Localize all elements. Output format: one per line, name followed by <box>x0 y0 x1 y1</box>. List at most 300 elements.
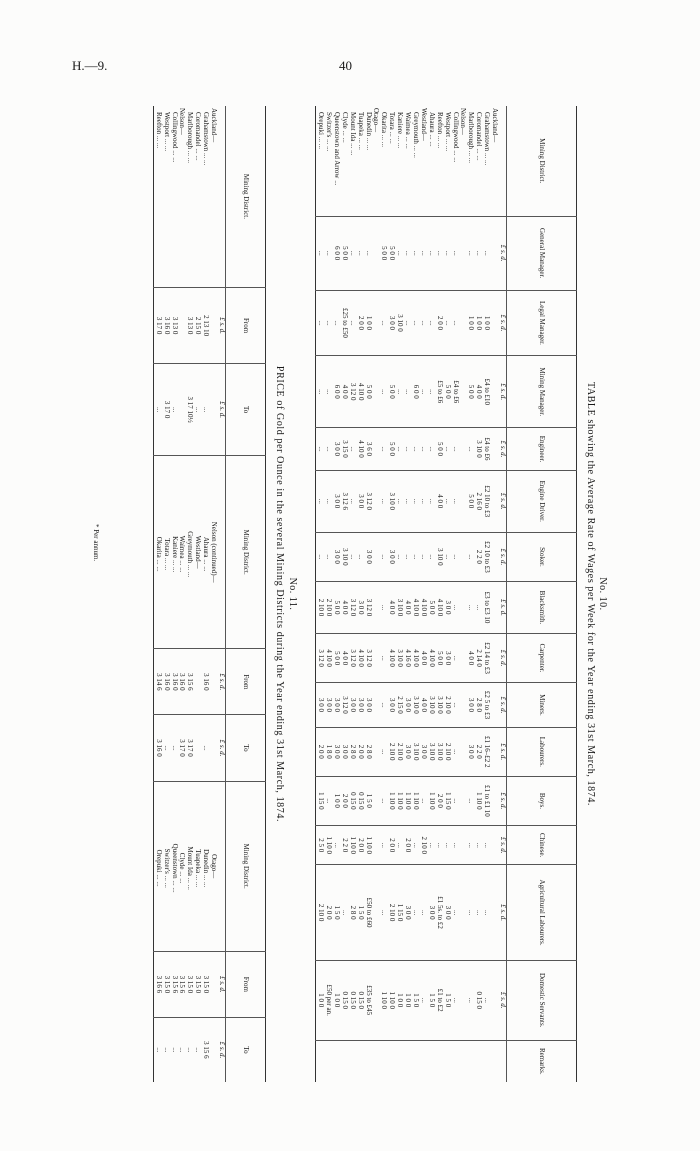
table-cell: ... <box>443 532 451 581</box>
table-cell: £4 to £6 <box>451 356 459 428</box>
table10-unit-cell: £ s. d. <box>498 776 506 825</box>
table-cell: ... <box>451 582 459 634</box>
table-cell: ... <box>403 290 411 356</box>
table-cell: 4 10 0 <box>411 633 419 682</box>
table-cell: 6 0 0 <box>411 356 419 428</box>
table-cell: ... <box>403 216 411 290</box>
table-cell: ... <box>324 428 332 470</box>
table-cell: 3 15 6 <box>185 649 193 715</box>
table-cell: 3 0 0 <box>466 683 474 728</box>
table-cell: Auckland— <box>491 108 500 143</box>
table-cell: Waimea ... ... <box>178 456 186 649</box>
table-cell: ... <box>340 865 348 960</box>
table10-unit-cell: £ s. d. <box>498 960 506 1040</box>
table-cell <box>372 216 380 290</box>
table-cell <box>490 290 498 356</box>
table-cell: 2 14 0 <box>474 633 482 682</box>
table-cell: 2 10 0 <box>443 727 451 776</box>
table-cell: Collingwood ... ... <box>170 112 179 163</box>
table-cell: 5 0 0 <box>466 470 474 532</box>
table-cell <box>443 1040 451 1082</box>
table-cell: 2 10 0 <box>316 865 324 960</box>
table-cell: £50 per an. <box>324 960 332 1040</box>
table-cell: 3 0 0 <box>427 865 435 960</box>
table-cell: ... <box>348 470 356 532</box>
table-cell: 4 0 0 <box>387 582 395 634</box>
table-cell: ... <box>201 364 209 456</box>
table-cell: 3 0 0 <box>332 428 340 470</box>
table-cell: 3 12 0 <box>316 633 324 682</box>
table-cell <box>372 428 380 470</box>
table-cell: ... <box>451 826 459 865</box>
table-cell: 2 0 0 <box>356 727 364 776</box>
table-cell: Westport ... ... <box>443 112 452 152</box>
table-cell <box>372 960 380 1040</box>
table11-col-header: To <box>226 1017 266 1082</box>
table-cell: Totara ... ... <box>388 112 397 144</box>
table-cell: 3 0 0 <box>387 290 395 356</box>
table-cell: 5 0 0 <box>443 356 451 428</box>
table-cell <box>372 532 380 581</box>
table-cell: 2 10 0 <box>443 683 451 728</box>
table-cell: ... <box>348 532 356 581</box>
table11-unit-cell: £ s. d. <box>217 287 225 363</box>
table-cell: 1 10 0 <box>380 960 388 1040</box>
table10-col-header: Labourers. <box>507 727 577 776</box>
table-cell: 2 5 0 <box>316 826 324 865</box>
table10-col-header: Mining Manager. <box>507 356 577 428</box>
table-cell: £2 10 to £3 <box>482 470 490 532</box>
table-row <box>170 106 178 1082</box>
table-cell <box>466 1040 474 1082</box>
table-row <box>324 106 332 1082</box>
table-cell <box>324 1040 332 1082</box>
table-cell: ... <box>451 683 459 728</box>
table-cell <box>372 776 380 825</box>
table-cell: 3 0 0 <box>348 683 356 728</box>
table-cell: Tuapeka ... ... <box>356 112 365 150</box>
table-cell <box>490 727 498 776</box>
table10-col-header: Legal Manager. <box>507 290 577 356</box>
table10-units-row <box>498 106 506 1082</box>
table11-unit-cell <box>217 781 225 951</box>
table-cell <box>490 470 498 532</box>
table-cell: 4 0 0 <box>419 633 427 682</box>
table-cell: ... <box>419 216 427 290</box>
table-cell: 3 10 0 <box>395 582 403 634</box>
table-cell <box>459 532 467 581</box>
table-cell: 3 15 6 <box>178 951 186 1017</box>
table-cell: 2 0 0 <box>356 826 364 865</box>
table-cell <box>451 1040 459 1082</box>
table-cell: ... <box>443 826 451 865</box>
table10-title: TABLE showing the Average Rate of Wages per Week for the Year ending 31st March, 1874. <box>585 381 596 807</box>
table-cell: 4 10 0 <box>356 356 364 428</box>
table11-col-header: From <box>226 649 266 715</box>
table-cell: ... <box>411 290 419 356</box>
table-cell: Reefton ... ... <box>435 112 444 149</box>
table-row <box>162 106 170 1082</box>
table-cell: ... <box>170 1017 178 1082</box>
table-cell <box>427 1040 435 1082</box>
table-cell <box>459 470 467 532</box>
table-cell: 1 10 0 <box>427 776 435 825</box>
table-cell: 0 15 0 <box>348 960 356 1040</box>
table-cell: ... <box>427 290 435 356</box>
table-row <box>482 106 490 1082</box>
table-cell <box>474 1040 482 1082</box>
table-cell: ... <box>443 428 451 470</box>
table-cell: Grahamstown ... ... <box>202 112 211 166</box>
table-cell <box>178 364 186 456</box>
table-cell: 3 6 0 <box>364 428 372 470</box>
table-cell <box>372 683 380 728</box>
table-row <box>153 106 161 1082</box>
table-cell: 4 10 0 <box>427 633 435 682</box>
table-cell: ... <box>411 865 419 960</box>
table-cell: 3 10 0 <box>387 470 395 532</box>
table-cell: ... <box>419 532 427 581</box>
table-cell: ... <box>395 216 403 290</box>
table-cell: ... <box>316 470 324 532</box>
table11-unit-cell: £ s. d. <box>217 951 225 1017</box>
table-cell: 3 10 0 <box>411 727 419 776</box>
table-cell: ... <box>348 216 356 290</box>
gold-price-table-header <box>226 106 266 1082</box>
table-cell: ... <box>395 532 403 581</box>
table-cell: 3 0 0 <box>443 865 451 960</box>
table-cell: 3 17 0 <box>185 715 193 781</box>
table-cell <box>372 290 380 356</box>
table-cell <box>395 1040 403 1082</box>
table-cell: ... <box>419 960 427 1040</box>
table-cell: ... <box>193 364 201 456</box>
table-cell: 3 0 0 <box>403 865 411 960</box>
table-cell: ... <box>348 290 356 356</box>
table-cell: 3 0 0 <box>364 683 372 728</box>
table-cell: 2 15 0 <box>193 287 201 363</box>
table-cell: ... <box>482 865 490 960</box>
table-cell: 3 15 6 <box>170 951 178 1017</box>
table-cell: Coromandel ... ... <box>475 112 484 161</box>
table11-unit-cell: £ s. d. <box>217 649 225 715</box>
table-cell: ... <box>348 428 356 470</box>
table-cell: 3 17 0 <box>153 287 161 363</box>
table-cell: 3 17 10½ <box>185 364 193 456</box>
table-cell: ... <box>162 715 170 781</box>
table10-unit-cell: £ s. d. <box>498 216 506 290</box>
table-cell: ... <box>443 216 451 290</box>
table-cell: 1 5 0 <box>356 865 364 960</box>
table-cell <box>193 649 201 715</box>
table-cell: 2 2 0 <box>474 727 482 776</box>
table-cell: ... <box>356 532 364 581</box>
table-cell: 1 0 0 <box>482 290 490 356</box>
table-cell: ... <box>324 776 332 825</box>
table-row <box>411 106 419 1082</box>
table-cell: 3 12 0 <box>348 633 356 682</box>
table-cell: Marlborough ... ... <box>467 112 476 163</box>
table-cell: 3 10 0 <box>340 532 348 581</box>
table10-col-header: Chinese. <box>507 826 577 865</box>
table-cell: 2 10 0 <box>419 826 427 865</box>
table-cell <box>459 960 467 1040</box>
table-cell: ... <box>201 715 209 781</box>
table-cell: ... <box>451 633 459 682</box>
table-cell <box>490 216 498 290</box>
table-cell: ... <box>356 216 364 290</box>
table-row <box>340 106 348 1082</box>
wages-table-header <box>507 106 577 1082</box>
table-cell: 0 15 0 <box>356 776 364 825</box>
table-row <box>419 106 427 1082</box>
table10-unit-cell: £ s. d. <box>498 633 506 682</box>
table10-unit-cell: £ s. d. <box>498 356 506 428</box>
table-cell: ... <box>419 290 427 356</box>
table-cell: ... <box>380 865 388 960</box>
table-cell: Switzer's ... ... <box>325 112 334 152</box>
table-cell: ... <box>451 428 459 470</box>
table-row <box>443 106 451 1082</box>
table-cell: 2 0 0 <box>340 776 348 825</box>
table-cell: ... <box>466 216 474 290</box>
table-cell: 3 0 0 <box>324 683 332 728</box>
table-cell: ... <box>395 356 403 428</box>
table-cell: Totara ... ... <box>162 456 170 649</box>
table-cell: ... <box>427 826 435 865</box>
table-cell: Coromandel ... ... <box>194 112 203 161</box>
table11-col-header: Mining District. <box>226 456 266 649</box>
table-row <box>185 106 193 1082</box>
table-cell: ... <box>411 470 419 532</box>
table-cell <box>209 649 217 715</box>
table10-col-header: Boys. <box>507 776 577 825</box>
table-cell: 0 15 0 <box>340 960 348 1040</box>
table-cell: 4 0 0 <box>466 633 474 682</box>
table-row <box>364 106 372 1082</box>
table11-unit-cell: £ s. d. <box>217 715 225 781</box>
table-cell <box>490 428 498 470</box>
table-cell: ... <box>324 290 332 356</box>
table-cell: 3 10 0 <box>395 290 403 356</box>
table-cell <box>209 951 217 1017</box>
table-cell: 2 0 0 <box>324 865 332 960</box>
table-cell: 1 0 0 <box>466 290 474 356</box>
table-cell <box>490 633 498 682</box>
table10-unit-cell: £ s. d. <box>498 727 506 776</box>
table-cell: ... <box>170 364 178 456</box>
table-cell: 2 10 0 <box>324 582 332 634</box>
table-cell: Marlborough ... ... <box>186 112 195 163</box>
table-cell: 3 16 0 <box>170 649 178 715</box>
table-cell: Nelson— <box>178 108 187 135</box>
table-cell: 3 0 0 <box>316 683 324 728</box>
table-cell <box>490 826 498 865</box>
table-cell: 1 0 0 <box>403 960 411 1040</box>
table-cell: 1 5 0 <box>364 776 372 825</box>
table10-col-header: Mining District. <box>507 106 577 216</box>
table-row <box>466 106 474 1082</box>
table11-col-header: To <box>226 364 266 456</box>
table10-col-header: Agricultural Labourers. <box>507 865 577 960</box>
table-cell: ... <box>153 364 161 456</box>
table-cell: 5 0 0 <box>435 428 443 470</box>
table-cell <box>490 865 498 960</box>
table-cell: Otago— <box>372 108 381 133</box>
table-cell: ... <box>443 290 451 356</box>
table-cell: 3 0 0 <box>340 727 348 776</box>
table10-unit-cell: £ s. d. <box>498 428 506 470</box>
footnote: * Per annum. <box>92 524 100 562</box>
table-cell: 3 12 6 <box>340 470 348 532</box>
table-cell: 1 5 0 <box>411 960 419 1040</box>
table-cell <box>459 1040 467 1082</box>
table-cell <box>411 1040 419 1082</box>
table-cell: 3 0 0 <box>332 470 340 532</box>
table-cell: ... <box>193 1017 201 1082</box>
table-cell <box>459 727 467 776</box>
table-cell: ... <box>380 356 388 428</box>
table-cell: ... <box>419 356 427 428</box>
table-cell: 5 0 0 <box>387 216 395 290</box>
table10-col-header: Remarks. <box>507 1040 577 1082</box>
table-cell: Waimea ... ... <box>404 112 413 149</box>
table-cell: ... <box>474 582 482 634</box>
table-cell: 3 13 0 <box>170 287 178 363</box>
table-cell: ... <box>466 865 474 960</box>
table-cell: ... <box>403 428 411 470</box>
table-cell <box>459 865 467 960</box>
table-cell: ... <box>178 1017 186 1082</box>
table-cell: ... <box>153 1017 161 1082</box>
table-cell <box>490 776 498 825</box>
table-cell: 3 0 0 <box>332 727 340 776</box>
table-cell: ... <box>380 532 388 581</box>
table-cell <box>178 287 186 363</box>
table-cell <box>459 428 467 470</box>
table10-unit-cell: £ s. d. <box>498 470 506 532</box>
table-row <box>451 106 459 1082</box>
table10-unit-cell <box>498 106 506 216</box>
table-cell <box>316 1040 324 1082</box>
table-cell: ... <box>466 532 474 581</box>
table-row <box>474 106 482 1082</box>
table10-col-header: Engineer. <box>507 428 577 470</box>
table-cell: 5 0 0 <box>427 582 435 634</box>
table-cell: £35 to £45 <box>364 960 372 1040</box>
table11-unit-cell: £ s. d. <box>217 1017 225 1082</box>
table-cell: 1 10 0 <box>403 776 411 825</box>
table-cell: ... <box>427 470 435 532</box>
table-cell: 1 0 0 <box>395 960 403 1040</box>
table-cell: 2 0 0 <box>403 826 411 865</box>
table10-unit-cell <box>498 1040 506 1082</box>
table-cell: £25 to £50 <box>340 290 348 356</box>
table-row <box>372 106 380 1082</box>
table-cell: 3 0 0 <box>443 633 451 682</box>
table-cell: Collingwood ... ... <box>451 112 460 163</box>
table11-col-header: From <box>226 951 266 1017</box>
table11-col-header: To <box>226 715 266 781</box>
table-cell: 3 15 0 <box>185 951 193 1017</box>
table-cell: ... <box>419 865 427 960</box>
table-cell <box>380 1040 388 1082</box>
table-cell <box>419 1040 427 1082</box>
table-cell: 1 15 0 <box>316 776 324 825</box>
table11-col-header: Mining District. <box>226 781 266 951</box>
table10-unit-cell: £ s. d. <box>498 865 506 960</box>
table-cell: Clyde ... ... <box>178 781 186 951</box>
table-cell: 1 5 0 <box>443 960 451 1040</box>
table-cell <box>459 683 467 728</box>
table11-units-row <box>217 106 225 1082</box>
table-cell: ... <box>380 727 388 776</box>
table-cell: 3 15 0 <box>340 428 348 470</box>
table-cell: 3 16 0 <box>178 649 186 715</box>
table-cell: ... <box>427 216 435 290</box>
table-cell: ... <box>427 532 435 581</box>
table-cell: 3 0 0 <box>403 683 411 728</box>
table-cell <box>459 826 467 865</box>
table-cell: ... <box>435 826 443 865</box>
table-row <box>427 106 435 1082</box>
table-cell: 4 10 0 <box>435 582 443 634</box>
table-cell: 3 10 0 <box>427 683 435 728</box>
table-cell: ... <box>411 826 419 865</box>
table-cell <box>490 1040 498 1082</box>
table-cell: Westport ... ... <box>162 112 171 152</box>
table-cell: ... <box>451 470 459 532</box>
table-cell: Switzer's ... ... <box>162 781 170 951</box>
table-cell: ... <box>403 532 411 581</box>
table-cell <box>348 1040 356 1082</box>
table-cell: Tuapeka ... ... <box>193 781 201 951</box>
table10-unit-cell: £ s. d. <box>498 532 506 581</box>
table-cell: 2 13 10 <box>201 287 209 363</box>
table-cell: ... <box>332 290 340 356</box>
table-cell: ... <box>316 290 324 356</box>
table-cell: 4 10 0 <box>356 633 364 682</box>
table-cell: 3 16 0 <box>153 715 161 781</box>
table-cell: ... <box>380 470 388 532</box>
table-cell: 0 15 0 <box>474 960 482 1040</box>
table-cell: ... <box>419 428 427 470</box>
table-cell: ... <box>466 776 474 825</box>
table-cell <box>332 1040 340 1082</box>
table-cell <box>372 356 380 428</box>
table-cell: Nelson— <box>459 108 468 135</box>
table-cell: 3 10 0 <box>395 633 403 682</box>
table-cell: 1 0 0 <box>474 290 482 356</box>
table-cell: 1 5 0 <box>332 865 340 960</box>
table-cell <box>490 683 498 728</box>
table-cell: 4 0 0 <box>340 582 348 634</box>
table-cell: ... <box>380 826 388 865</box>
table-cell: 2 8 0 <box>348 727 356 776</box>
table-cell: ... <box>380 776 388 825</box>
table-row <box>201 106 209 1082</box>
table-cell: £5 to £6 <box>435 356 443 428</box>
table-cell: £50 to £60 <box>364 865 372 960</box>
table-cell: 2 10 0 <box>395 727 403 776</box>
wages-table <box>315 106 577 1082</box>
table-cell: 1 10 0 <box>348 826 356 865</box>
table-cell: £2 10 to £3 <box>482 532 490 581</box>
table-cell: ... <box>419 776 427 825</box>
table-cell: ... <box>482 216 490 290</box>
table-cell: £1 16–£2 2 <box>482 727 490 776</box>
table-row <box>356 106 364 1082</box>
